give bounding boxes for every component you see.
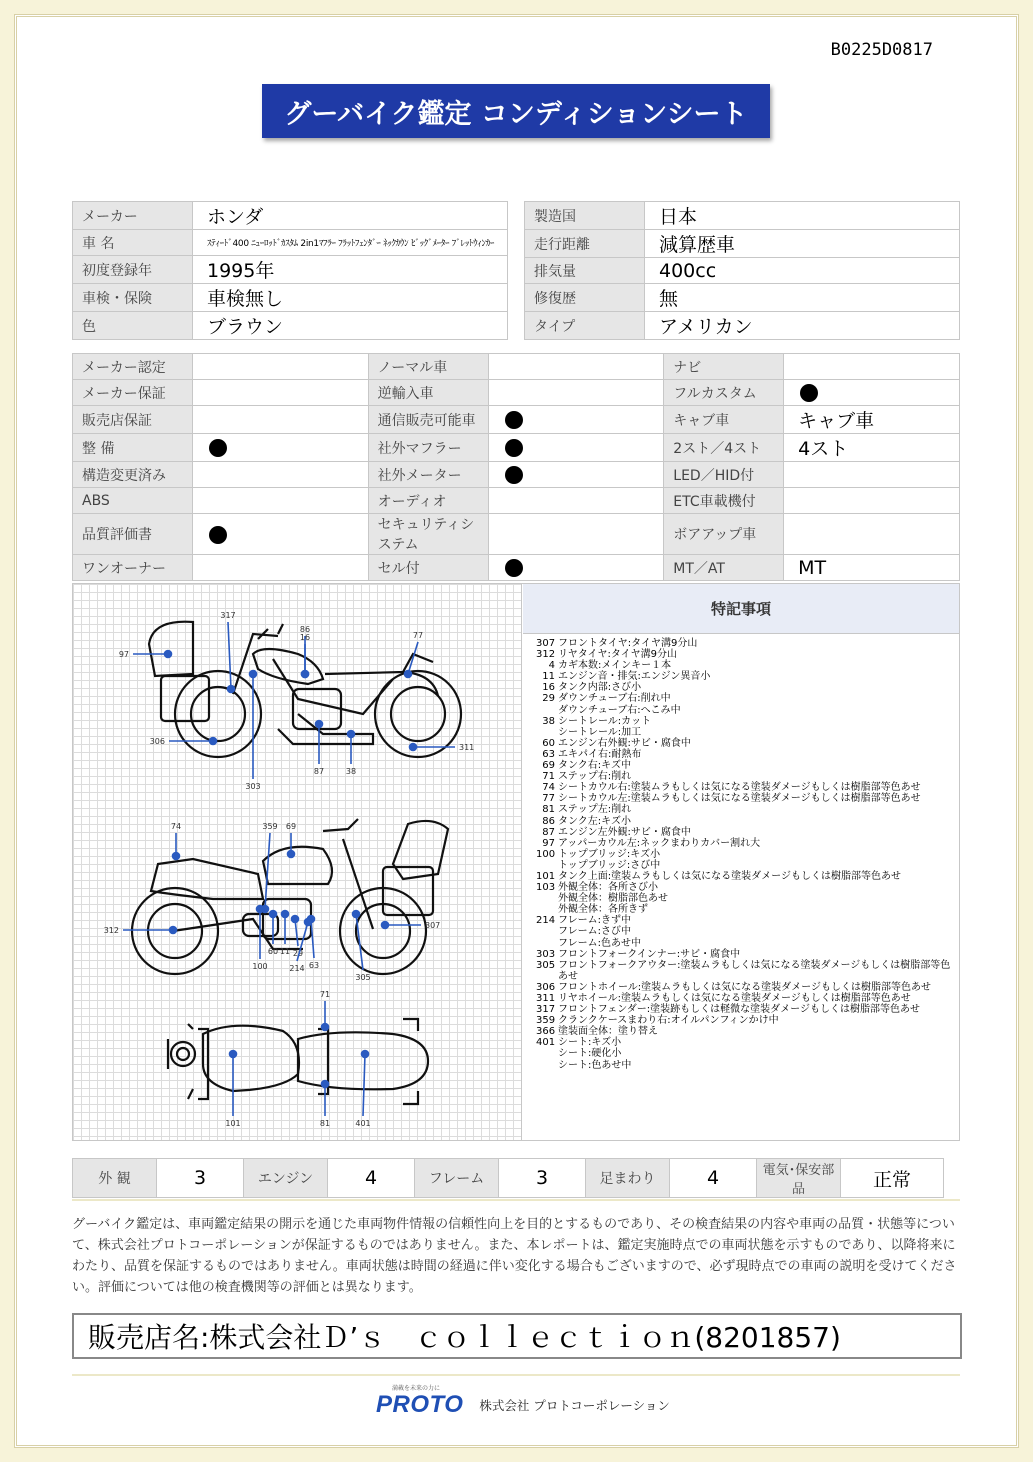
damage-marker <box>210 738 217 745</box>
note-code: 214 <box>536 915 556 927</box>
note-text: シートカウル左:塗装ムラもしくは気になる塗装ダメージもしくは樹脂部等色あせ <box>558 793 921 805</box>
feature-label: フルカスタム <box>664 380 784 406</box>
note-item <box>536 782 956 793</box>
damage-marker <box>257 906 264 913</box>
feature-label: ETC車載機付 <box>664 488 784 514</box>
note-text: フロントホイール:塗装ムラもしくは気になる塗装ダメージもしくは樹脂部等色あせ <box>558 981 931 993</box>
divider <box>72 1199 960 1201</box>
feature-label: 逆輸入車 <box>368 380 488 406</box>
note-code: 359 <box>536 1015 556 1027</box>
callout-line <box>311 919 314 958</box>
note-code: 4 <box>548 660 555 672</box>
damage-marker <box>165 651 172 658</box>
note-text: ダウンチューブ右:へこみ中 <box>558 704 681 716</box>
note-text: シートカウル右:塗装ムラもしくは気になる塗装ダメージもしくは樹脂部等色あせ <box>558 782 921 794</box>
feature-label: 通信販売可能車 <box>368 406 488 434</box>
note-text: ダウンチューブ右:削れ中 <box>558 693 671 705</box>
note-item <box>536 749 956 760</box>
feature-label: オーディオ <box>368 488 488 514</box>
note-code: 74 <box>542 782 555 794</box>
info-row <box>525 258 960 284</box>
evaluation-score: 4 <box>328 1159 415 1198</box>
callout-line <box>356 914 363 970</box>
feature-label: ABS <box>73 488 193 514</box>
note-text: カギ本数:メインキー１本 <box>558 660 672 672</box>
note-code: 60 <box>542 737 555 749</box>
note-item <box>536 660 956 671</box>
damage-marker <box>270 911 277 918</box>
info-row <box>73 256 508 284</box>
note-code: 97 <box>542 837 555 849</box>
basic-info-right <box>524 201 960 340</box>
damage-marker <box>405 671 412 678</box>
note-text: エンジン音・排気:エンジン異音小 <box>558 671 711 683</box>
callout-label: 100 <box>252 962 268 971</box>
callout-label: 317 <box>220 611 236 620</box>
info-value: 400cc <box>645 258 960 284</box>
check-dot-icon <box>505 559 523 577</box>
note-item <box>536 638 956 649</box>
note-code <box>536 705 558 716</box>
note-text: フレーム:さび中 <box>558 926 631 938</box>
note-code: 11 <box>542 671 555 683</box>
note-code: 81 <box>542 804 555 816</box>
feature-label: ボアアップ車 <box>664 514 784 555</box>
evaluation-label: 外 観 <box>73 1159 157 1198</box>
motorcycle-top-view <box>168 1019 428 1104</box>
damage-diagram <box>73 584 522 1140</box>
damage-marker <box>382 922 389 929</box>
proto-logo: PROTO <box>376 1391 464 1418</box>
evaluation-score: 3 <box>499 1159 586 1198</box>
note-item <box>536 1037 956 1048</box>
note-code <box>536 904 558 915</box>
callout-label: 306 <box>149 737 165 746</box>
feature-label: 社外マフラー <box>368 434 488 462</box>
note-code <box>536 893 558 904</box>
note-code: 401 <box>536 1037 556 1049</box>
callout-label: 305 <box>355 973 371 982</box>
note-item <box>536 838 956 849</box>
feature-value <box>784 462 960 488</box>
feature-label: 構造変更済み <box>73 462 193 488</box>
sheet-title: グーバイク鑑定 コンディションシート <box>284 98 748 130</box>
feature-value <box>192 514 368 555</box>
note-code: 77 <box>542 793 555 805</box>
feature-label: LED／HID付 <box>664 462 784 488</box>
damage-marker <box>250 671 257 678</box>
note-item <box>536 1015 956 1026</box>
evaluation-score: 3 <box>157 1159 244 1198</box>
info-row <box>73 312 508 340</box>
feature-value <box>488 380 664 406</box>
callout-label: 81 <box>319 1119 331 1128</box>
feature-value: キャブ車 <box>784 406 960 434</box>
evaluation-table <box>72 1158 944 1198</box>
info-value: ｽﾃｨｰﾄﾞ400 ﾆｭｰﾛｯﾄﾞｶｽﾀﾑ 2in1ﾏﾌﾗｰ ﾌﾗｯﾄﾌｪﾝﾀﾞｰ ﾈｯｸｶｳﾝ ﾋﾞｯｸﾞﾒｰﾀｰ ﾌﾞﾚｯﾄｳｨﾝｶｰ <box>193 230 508 256</box>
note-text: クランクケースまわり右:オイルパンフィンかけ中 <box>558 1015 779 1027</box>
note-code <box>536 938 558 949</box>
callout-label: 303 <box>245 782 261 791</box>
note-code: 16 <box>542 682 555 694</box>
note-text: フロントフェンダー:塗装跡もしくは軽微な塗装ダメージもしくは樹脂部等色あせ <box>558 1004 920 1016</box>
note-item <box>536 671 956 682</box>
callout-label: 312 <box>103 926 119 935</box>
info-row <box>73 202 508 230</box>
note-item <box>536 649 956 660</box>
info-row <box>73 230 508 256</box>
motorcycle-diagram <box>73 584 522 1140</box>
note-text: リヤタイヤ:タイヤ溝9分山 <box>558 649 678 661</box>
note-text: シートレール:カット <box>558 715 652 727</box>
damage-marker <box>353 911 360 918</box>
note-item <box>536 871 956 882</box>
damage-marker <box>230 1051 237 1058</box>
note-code: 306 <box>536 981 556 993</box>
feature-value <box>488 462 664 488</box>
info-value: ホンダ <box>193 202 508 230</box>
info-value: 車検無し <box>193 284 508 312</box>
note-item <box>536 949 956 960</box>
note-item <box>536 738 956 749</box>
feature-label: キャブ車 <box>664 406 784 434</box>
note-item <box>536 816 956 827</box>
info-value: アメリカン <box>645 312 960 340</box>
info-row <box>525 202 960 230</box>
feature-row <box>73 354 960 380</box>
info-label: タイプ <box>525 312 645 340</box>
info-label: 製造国 <box>525 202 645 230</box>
damage-marker <box>362 1051 369 1058</box>
callout-label: 69 <box>285 822 297 831</box>
note-item <box>536 804 956 815</box>
note-text: アッパーカウル左:ネックまわりカバー割れ大 <box>558 837 761 849</box>
feature-value <box>488 488 664 514</box>
feature-label: メーカー認定 <box>73 354 193 380</box>
feature-label: MT／AT <box>664 555 784 581</box>
callout-label: 87 <box>313 767 325 776</box>
note-text: タンク上面:塗装ムラもしくは気になる塗装ダメージもしくは樹脂部等色あせ <box>558 870 901 882</box>
feature-label: ワンオーナー <box>73 555 193 581</box>
note-item <box>536 993 956 1004</box>
note-text: シート:色あせ中 <box>558 1059 632 1071</box>
note-text: タンク右:キズ中 <box>558 760 631 772</box>
feature-row <box>73 380 960 406</box>
check-dot-icon <box>505 466 523 484</box>
check-dot-icon <box>209 439 227 457</box>
info-value: 無 <box>645 284 960 312</box>
disclaimer: グーバイク鑑定は、車両鑑定結果の開示を通じた車両物件情報の信頼性向上を目的とするものであり、その検査結果の内容や車両の品質・状態等について、株式会社プロトコーポレーションが保証するものではありません。また、本レポートは、鑑定実施時点での車両状態を示すものであり、以降将来にわたり、品質を保証するものではありません。車両状態は時間の経過に伴い変化する場合もございますので、必ず現時点での車両の説明を受けてください。評価については他の検査機関等の評価とは異なります。 <box>72 1217 957 1295</box>
note-item <box>536 1004 956 1015</box>
note-item <box>536 849 956 860</box>
note-code <box>536 1048 558 1059</box>
check-dot-icon <box>800 384 818 402</box>
note-text: フレーム:色あせ中 <box>558 937 641 949</box>
damage-marker <box>302 671 309 678</box>
note-text: フロントタイヤ:タイヤ溝9分山 <box>558 638 698 649</box>
note-item <box>536 1026 956 1037</box>
feature-value <box>192 555 368 581</box>
feature-value <box>488 514 664 555</box>
damage-marker <box>173 853 180 860</box>
damage-marker <box>308 916 315 923</box>
note-code: 311 <box>536 993 556 1004</box>
feature-value: MT <box>784 555 960 581</box>
notes-title: 特記事項 <box>523 584 959 634</box>
evaluation-row <box>73 1159 944 1198</box>
feature-row <box>73 555 960 581</box>
note-item <box>536 827 956 838</box>
feature-value <box>192 434 368 462</box>
note-item <box>536 693 956 704</box>
check-dot-icon <box>505 439 523 457</box>
note-text: エキパイ右:耐熱布 <box>558 748 642 760</box>
note-code: 87 <box>542 826 555 838</box>
feature-row <box>73 462 960 488</box>
evaluation-label: フレーム <box>415 1159 499 1198</box>
shop-name: 販売店名:株式会社Ｄ’ｓ ｃｏｌｌｅｃｔｉｏｎ(8201857) <box>72 1313 962 1359</box>
damage-marker <box>410 744 417 751</box>
note-code: 63 <box>542 748 555 760</box>
feature-label: メーカー保証 <box>73 380 193 406</box>
callout-label: 71 <box>319 990 331 999</box>
feature-value <box>192 406 368 434</box>
note-item <box>536 793 956 804</box>
feature-value <box>192 354 368 380</box>
note-text: フロントフォークインナー:サビ・腐食中 <box>558 948 741 960</box>
evaluation-label: エンジン <box>244 1159 328 1198</box>
damage-marker <box>292 916 299 923</box>
note-text: 塗装面全体：塗り替え <box>558 1026 658 1038</box>
feature-row <box>73 406 960 434</box>
note-text: シート:硬化小 <box>558 1048 622 1060</box>
callout-label: 86 <box>299 625 311 634</box>
feature-label: 2スト／4スト <box>664 434 784 462</box>
note-item <box>536 705 956 716</box>
note-code: 29 <box>542 693 555 705</box>
callout-label: 311 <box>459 743 475 752</box>
note-text: 外観全体：樹脂部色あせ <box>558 893 668 905</box>
info-row <box>525 230 960 258</box>
callout-label: 60 <box>267 947 279 956</box>
note-item <box>536 860 956 871</box>
callout-label: 359 <box>262 822 278 831</box>
sheet-title-banner <box>262 84 770 138</box>
note-code <box>536 1060 558 1071</box>
note-text: シート:キズ小 <box>558 1037 622 1049</box>
damage-marker <box>322 1024 329 1031</box>
note-item <box>536 982 956 993</box>
note-code: 317 <box>536 1004 556 1016</box>
info-row <box>525 284 960 312</box>
info-label: 走行距離 <box>525 230 645 258</box>
note-code: 103 <box>536 882 556 894</box>
feature-row <box>73 434 960 462</box>
basic-info-left <box>72 201 508 340</box>
divider <box>72 1374 960 1376</box>
callout-label: 63 <box>308 961 320 970</box>
evaluation-score: 4 <box>670 1159 757 1198</box>
note-item <box>536 1060 956 1071</box>
note-text: リヤホイール:塗装ムラもしくは気になる塗装ダメージもしくは樹脂部等色あせ <box>558 993 911 1004</box>
note-item <box>536 938 956 949</box>
note-text: 外観全体：各所さび小 <box>558 882 658 894</box>
damage-marker <box>288 851 295 858</box>
note-code: 100 <box>536 848 556 860</box>
feature-value: 4スト <box>784 434 960 462</box>
check-dot-icon <box>209 526 227 544</box>
info-value: 減算歴車 <box>645 230 960 258</box>
feature-value <box>192 462 368 488</box>
callout-label: 97 <box>118 650 129 659</box>
note-item <box>536 893 956 904</box>
info-label: メーカー <box>73 202 193 230</box>
note-code: 71 <box>542 771 555 783</box>
notes-list <box>536 638 956 1071</box>
note-code: 366 <box>536 1026 556 1038</box>
evaluation-score: 正常 <box>841 1159 944 1198</box>
note-item <box>536 682 956 693</box>
features-table <box>72 353 960 581</box>
info-label: 修復歴 <box>525 284 645 312</box>
feature-value <box>488 434 664 462</box>
callout-label: 77 <box>412 631 424 640</box>
damage-marker <box>316 721 323 728</box>
note-text: ステップ右:削れ <box>558 771 632 783</box>
callout-label: 101 <box>225 1119 241 1128</box>
callout-label: 16 <box>299 633 311 642</box>
damage-marker <box>348 731 355 738</box>
note-item <box>536 1048 956 1059</box>
info-value: ブラウン <box>193 312 508 340</box>
note-text: フロントフォークアウター:塗装ムラもしくは気になる塗装ダメージもしくは樹脂部等色あせ <box>558 959 951 982</box>
condition-panel <box>72 583 960 1141</box>
evaluation-label: 電気･保安部品 <box>757 1159 841 1198</box>
feature-label: セキュリティシステム <box>368 514 488 555</box>
note-text: フレーム:きず中 <box>558 915 631 927</box>
note-code: 101 <box>536 870 556 882</box>
note-text: タンク左:キズ小 <box>558 815 631 827</box>
feature-label: 社外メーター <box>368 462 488 488</box>
info-row <box>73 284 508 312</box>
info-label: 初度登録年 <box>73 256 193 284</box>
feature-label: ノーマル車 <box>368 354 488 380</box>
info-value: 日本 <box>645 202 960 230</box>
feature-value <box>784 354 960 380</box>
callout-label: 29 <box>292 949 304 958</box>
callout-line <box>363 1054 365 1116</box>
note-code <box>536 926 558 937</box>
document-id: B0225D0817 <box>830 40 933 60</box>
company-name: 株式会社 プロトコーポレーション <box>479 1398 670 1413</box>
callout-label: 38 <box>345 767 357 776</box>
note-text: シートレール:加工 <box>558 726 642 738</box>
feature-value <box>488 406 664 434</box>
logo-tagline: 満載を未来の力に <box>392 1385 441 1392</box>
note-code <box>536 727 558 738</box>
note-text: 外観全体：各所きず <box>558 904 648 916</box>
note-code: 38 <box>542 715 555 727</box>
damage-marker <box>228 686 235 693</box>
damage-marker <box>322 1081 329 1088</box>
note-item <box>536 771 956 782</box>
note-code: 307 <box>536 638 556 649</box>
feature-row <box>73 514 960 555</box>
note-item <box>536 960 956 982</box>
feature-value <box>192 488 368 514</box>
info-label: 色 <box>73 312 193 340</box>
note-item <box>536 915 956 926</box>
callout-label: 11 <box>279 947 291 956</box>
evaluation-label: 足まわり <box>586 1159 670 1198</box>
feature-value <box>784 488 960 514</box>
info-row <box>525 312 960 340</box>
note-code: 69 <box>542 760 555 772</box>
note-code: 305 <box>536 959 556 971</box>
note-code: 86 <box>542 815 555 827</box>
note-code: 303 <box>536 948 556 960</box>
feature-row <box>73 488 960 514</box>
feature-value <box>784 514 960 555</box>
note-item <box>536 760 956 771</box>
note-text: トップブリッジ:さび中 <box>558 859 661 871</box>
note-text: タンク内部:さび小 <box>558 682 642 694</box>
feature-value <box>192 380 368 406</box>
note-item <box>536 904 956 915</box>
info-label: 車 名 <box>73 230 193 256</box>
feature-value <box>488 354 664 380</box>
feature-label: ナビ <box>664 354 784 380</box>
feature-label: 整 備 <box>73 434 193 462</box>
feature-label: セル付 <box>368 555 488 581</box>
check-dot-icon <box>505 411 523 429</box>
info-label: 排気量 <box>525 258 645 284</box>
feature-label: 販売店保証 <box>73 406 193 434</box>
feature-label: 品質評価書 <box>73 514 193 555</box>
damage-marker <box>282 911 289 918</box>
note-text: エンジン右外観:サビ・腐食中 <box>558 737 691 749</box>
note-code <box>536 860 558 871</box>
note-text: トップブリッジ:キズ小 <box>558 848 661 860</box>
note-item <box>536 716 956 727</box>
callout-label: 307 <box>425 921 441 930</box>
damage-marker <box>170 927 177 934</box>
callout-label: 214 <box>289 964 305 973</box>
note-text: ステップ左:削れ <box>558 804 632 816</box>
callout-label: 74 <box>170 822 182 831</box>
note-text: エンジン左外観:サビ・腐食中 <box>558 826 691 838</box>
feature-value <box>784 380 960 406</box>
feature-value <box>488 555 664 581</box>
note-item <box>536 882 956 893</box>
note-code: 312 <box>536 649 556 661</box>
info-value: 1995年 <box>193 256 508 284</box>
callout-label: 401 <box>355 1119 371 1128</box>
callout-line <box>228 622 231 689</box>
info-label: 車検・保険 <box>73 284 193 312</box>
callout-line <box>408 642 418 674</box>
footer-logo <box>376 1383 670 1419</box>
note-item <box>536 727 956 738</box>
note-item <box>536 926 956 937</box>
